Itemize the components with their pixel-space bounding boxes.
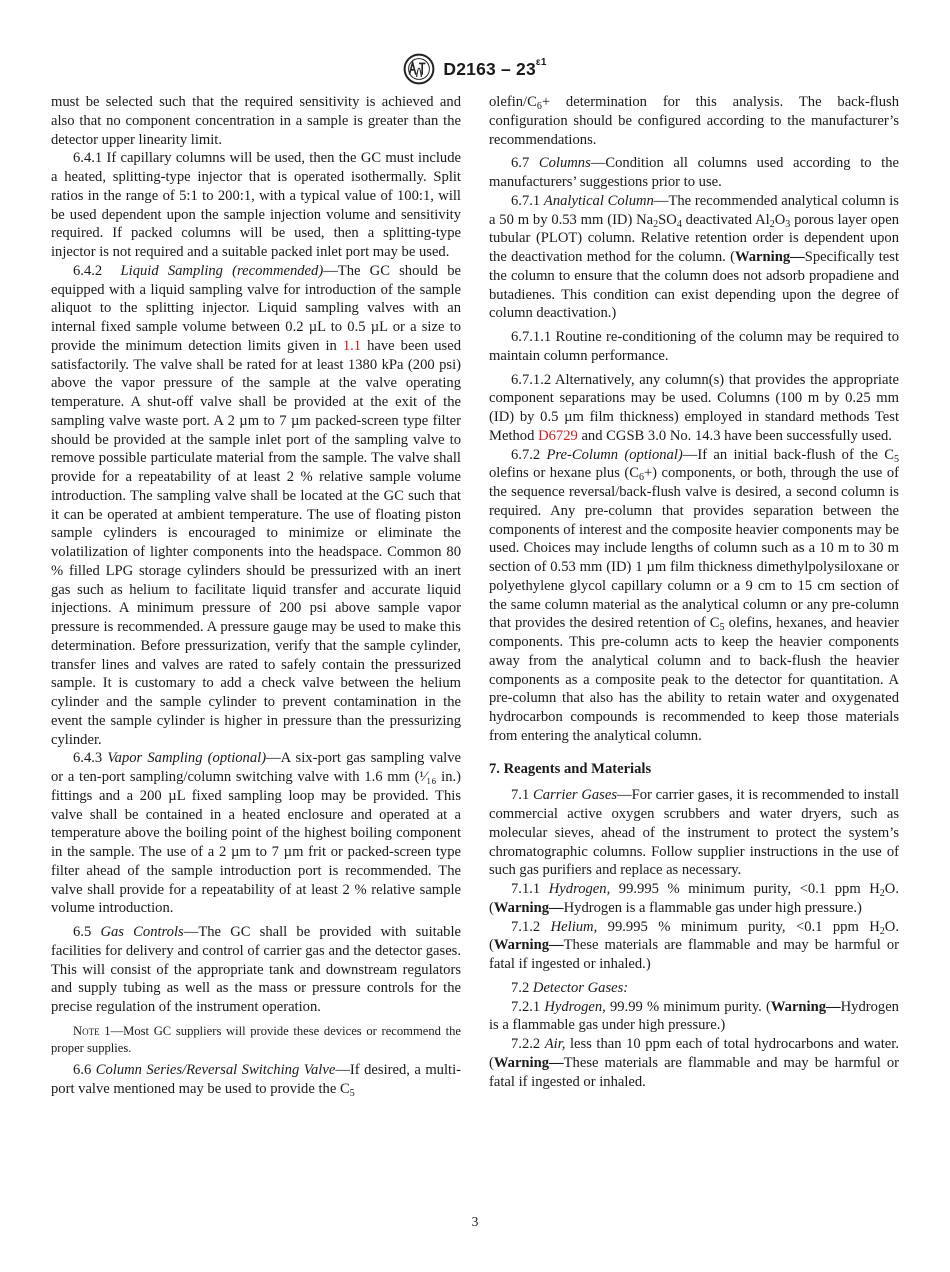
left-column (51, 93, 461, 1098)
paragraph-continued: must be selected such that the required sensitivity is achieved and also that no component concentration in a sample is greater than the detector upper linearity limit. (51, 94, 461, 148)
paragraph-6-6-continued: olefin/$C_6+$ determination for this analysis. The back-flush configuration should be configured according to the manufacturer’s recommendations. (489, 94, 899, 148)
page-header (0, 52, 950, 86)
paragraph-6-4-1: 6.4.1 If capillary columns will be used, then the GC must include a heated, splitting-type injector that is operated isothermally. Split ratios in the range of 5:1 to 200:1, with a typical value of 100:1, will be used dependent upon the sample injection volume and sensitivity required. If packed columns will be used, then a splitting-type injector is not required and a suitable packed inlet port may be used. (51, 150, 461, 260)
designation-superscript: ε1 (535, 56, 547, 68)
paragraph-6-4-2: 6.4.2 Liquid Sampling (recommended)—The GC should be equipped with a liquid sampling valve for introduction of the sample aliquot to the splitting injector. Liquid sampling valves with an internal fixed sample volume between 0.2 µL to 0.5 µL or a size to provide the minimum detection limits given in 1.1 have been used satisfactorily. The valve shall be rated for at least 1380 kPa (200 psi) above the vapor pressure of the sample at the valve operating temperature. A shut-off valve shall be provided at the exit of the sampling valve waste port. A 2 µm to 7 µm packed-screen type filter should be provided at the sample inlet port of the sampling valve to remove possible particulate material from the sample. The valve shall provide for a repeatability of at least 2 % relative sample volume introduction. The sampling valve shall be located at the GC such that it can be operated at ambient temperature. The use of floating piston sample cylinders is encouraged to minimize or eliminate the volatilization of lighter components into the headspace. Common 80 % filled LPG storage cylinders should be pressurized with an inert gas such as helium to facilitate liquid transfer and accurate liquid injections. A minimum pressure of 200 psi above sample vapor pressure is recommended. A pressure gauge may be used to make this determination. Before pressurization, verify that the sample cylinder, transfer lines and valves are rated to safely contain the pressurized sample. It is customary to add a check valve between the helium cylinder and the sample cylinder to prevent contamination in the event the sample cylinder is higher in pressure than the pressurizing cylinder. (51, 262, 462, 748)
paragraph-6-4-3: 6.4.3 Vapor Sampling (optional)—A six-port gas sampling valve or a ten-port sampling/column switching valve with 1.6 mm (¹⁄₁₆ in.) fittings and a 200 µL fixed sampling loop may be provided. This valve shall be contained in a heated enclosure and operated at a temperature above the boiling point of the highest boiling component in the sample. The use of a 2 µm to 7 µm frit or packed-screen type filter ahead of the sample introduction port is recommended. The valve shall provide for a repeatability of at least 2 % relative sample volume introduction. (51, 750, 462, 917)
right-column (489, 93, 899, 1091)
standard-designation: $D2163 - 23^{\varepsilon 1}$ (443, 56, 547, 79)
link-1-1[interactable]: 1.1 (342, 337, 362, 354)
astm-logo-icon (403, 53, 435, 85)
paragraph-7-1: 7.1 Carrier Gases—For carrier gases, it is recommended to install commercial active oxygen scrubbers and water dryers, such as molecular sieves, ahead of the instrument to protect the system’s chromatographic columns. Follow supplier instructions in the use of such gas purifiers and replace as necessary. (489, 787, 899, 879)
paragraph-7-1-2: 7.1.2 Helium, 99.995 % minimum purity, <0.1 ppm $H_2O$. (Warning—These materials are flammable and may be harmful or fatal if ingested or inhaled.) (489, 918, 899, 972)
paragraph-6-5: 6.5 Gas Controls—The GC shall be provided with suitable facilities for delivery and control of carrier gas and the detector gases. This will consist of the appropriate tank and downstream regulators and supply tubing as well as the mass or pressure controls for the precise regulation of the instrument operation. (51, 924, 461, 1015)
paragraph-6-7-1-1: 6.7.1.1 Routine re-conditioning of the column may be required to maintain column performance. (489, 329, 899, 364)
section-7-heading: 7. Reagents and Materials (489, 760, 652, 777)
link-d6729[interactable]: D6729 (538, 427, 578, 444)
paragraph-6-7-1: 6.7.1 Analytical Column—The recommended analytical column is a 50 m by 0.53 mm (ID) $Na_2SO_4$ deactivated $Al_2O_3$ porous layer open tubular (PLOT) column. Relative retention order is dependent upon the deactivation method for the column. (Warning—Specifically test the column to ensure that the column does not adsorb propadiene and butadienes. This condition can exist depending upon the degree of column deactivation.) (489, 192, 900, 322)
paragraph-7-2-1: 7.2.1 Hydrogen, 99.99 % minimum purity. (Warning—Hydrogen is a flammable gas under high pressure.) (489, 998, 899, 1034)
paragraph-7-2: 7.2 Detector Gases: (511, 979, 629, 996)
paragraph-6-7: 6.7 Columns—Condition all columns used according to the manufacturers’ suggestions prior to use. (489, 155, 899, 190)
page-number: 3 (471, 1214, 479, 1229)
paragraph-6-6: 6.6 Column Series/Reversal Switching Valve—If desired, a multi-port valve mentioned may be used to provide the $C_5$ (51, 1061, 462, 1099)
paragraph-7-1-1: 7.1.1 Hydrogen, 99.995 % minimum purity, <0.1 ppm $H_2O$. (Warning—Hydrogen is a flammable gas under high pressure.) (489, 881, 899, 916)
paragraph-7-2-2: 7.2.2 Air, less than 10 ppm each of total hydrocarbons and water. (Warning—These materials are flammable and may be harmful or fatal if ingested or inhaled. (489, 1036, 899, 1090)
paragraph-6-7-2: 6.7.2 Pre-Column (optional)—If an initial back-flush of the $C_5$ olefins or hexane plus $(C_6+)$ components, or both, through the use of the sequence reversal/back-flush valve is desired, a second column is required. Any pre-column that provides separation between the components of interest and the composite heavier components may be used. Choices may include lengths of column such as a 10 m to 30 m section of 0.53 mm (ID) 1 µm film thickness dimethylpolysiloxane or polyethylene glycol capillary column or a 9 cm to 15 cm section of the same column material as the analytical column or any pre-column that provides the desired retention of $C_5$ olefins, hexanes, and heavier components. This pre-column acts to keep the heavier components away from the analytical column and to back-flush the heavier components as a composite peak to the detector for quantitation. A pre-column that also has the ability to retain water and oxygenated hydrocarbon compounds is recommended to keep those materials from entering the analytical column. (489, 446, 899, 744)
paragraph-6-7-1-2: 6.7.1.2 Alternatively, any column(s) that provides the appropriate component separations may be used. Columns (100 m by 0.25 mm (ID) by 0.5 µm film thickness) employed in standard methods Test Method D6729 and CGSB 3.0 No. 14.3 have been successfully used. (489, 371, 899, 444)
note-1: Note 1—Most GC suppliers will provide these devices or recommend the proper supplies. (51, 1023, 461, 1055)
